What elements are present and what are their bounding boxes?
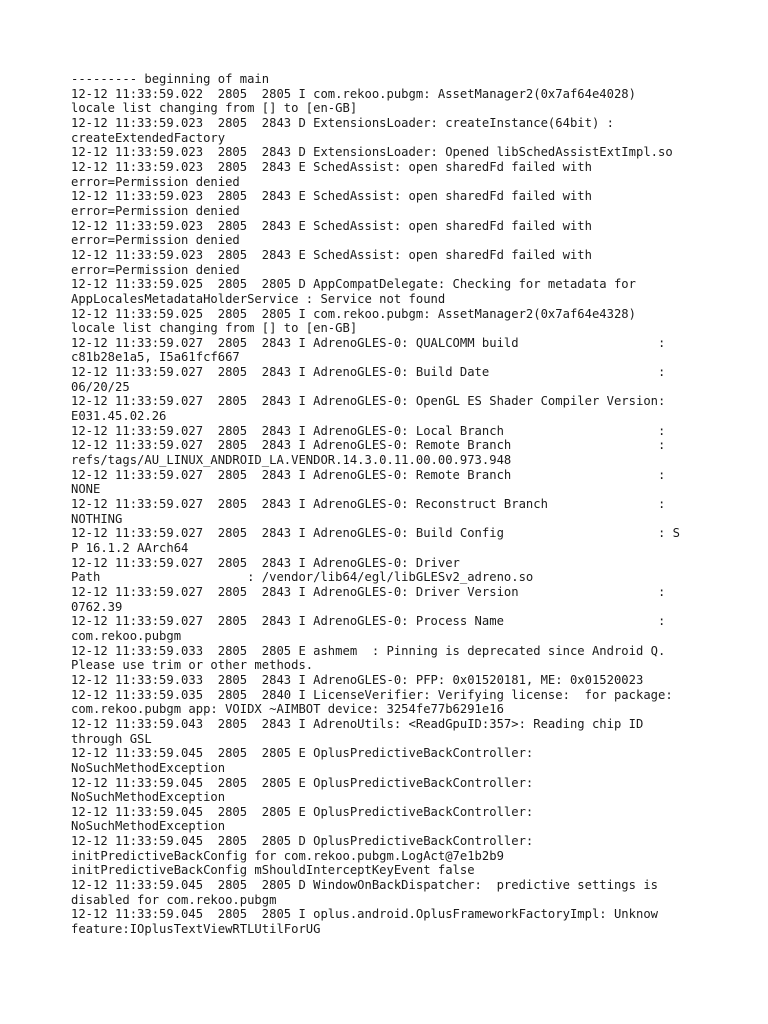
log-line: 12-12 11:33:59.027 2805 2843 I AdrenoGLES-0: Build Date :: [71, 365, 666, 380]
log-line: 12-12 11:33:59.023 2805 2843 E SchedAssist: open sharedFd failed with: [71, 189, 592, 204]
log-line: 12-12 11:33:59.027 2805 2843 I AdrenoGLES-0: Remote Branch :: [71, 438, 666, 453]
log-line: locale list changing from [] to [en-GB]: [71, 101, 358, 116]
log-line: 12-12 11:33:59.045 2805 2805 E OplusPredictiveBackController:: [71, 746, 534, 761]
log-line: 12-12 11:33:59.035 2805 2840 I LicenseVerifier: Verifying license: for package:: [71, 687, 673, 702]
log-line: com.rekoo.pubgm app: VOIDX ~AIMBOT device: 3254fe77b6291e16: [71, 702, 504, 717]
log-line: com.rekoo.pubgm: [71, 628, 182, 643]
log-line: 12-12 11:33:59.033 2805 2843 I AdrenoGLES-0: PFP: 0x01520181, ME: 0x01520023: [71, 672, 644, 687]
log-line: 12-12 11:33:59.027 2805 2843 I AdrenoGLES-0: OpenGL ES Shader Compiler Version:: [71, 394, 666, 409]
log-line: locale list changing from [] to [en-GB]: [71, 321, 358, 336]
log-line: 12-12 11:33:59.027 2805 2843 I AdrenoGLES-0: Process Name :: [71, 614, 666, 629]
log-line: Path : /vendor/lib64/egl/libGLESv2_adreno.so: [71, 570, 534, 585]
log-line: initPredictiveBackConfig mShouldInterceptKeyEvent false: [71, 863, 475, 878]
log-line: 12-12 11:33:59.045 2805 2805 E OplusPredictiveBackController:: [71, 804, 534, 819]
log-line: 12-12 11:33:59.045 2805 2805 D WindowOnBackDispatcher: predictive settings is: [71, 878, 658, 893]
log-line: c81b28e1a5, I5a61fcf667: [71, 350, 240, 365]
log-line: 12-12 11:33:59.023 2805 2843 D ExtensionsLoader: createInstance(64bit) :: [71, 115, 614, 130]
log-line: 12-12 11:33:59.023 2805 2843 E SchedAssist: open sharedFd failed with: [71, 218, 592, 233]
log-line: disabled for com.rekoo.pubgm: [71, 892, 277, 907]
log-line: 12-12 11:33:59.027 2805 2843 I AdrenoGLES-0: Remote Branch :: [71, 467, 666, 482]
log-line: 12-12 11:33:59.027 2805 2843 I AdrenoGLES-0: Reconstruct Branch :: [71, 497, 666, 512]
log-line: NONE: [71, 482, 101, 497]
log-line: 12-12 11:33:59.027 2805 2843 I AdrenoGLES-0: Driver: [71, 555, 460, 570]
log-line: 12-12 11:33:59.045 2805 2805 I oplus.android.OplusFrameworkFactoryImpl: Unknow: [71, 907, 658, 922]
log-line: 12-12 11:33:59.045 2805 2805 E OplusPredictiveBackController:: [71, 775, 534, 790]
log-line: refs/tags/AU_LINUX_ANDROID_LA.VENDOR.14.3.0.11.00.00.973.948: [71, 453, 512, 468]
log-line: initPredictiveBackConfig for com.rekoo.pubgm.LogAct@7e1b2b9: [71, 848, 504, 863]
log-line: 12-12 11:33:59.033 2805 2805 E ashmem : Pinning is deprecated since Android Q.: [71, 643, 666, 658]
log-line: 12-12 11:33:59.027 2805 2843 I AdrenoGLES-0: QUALCOMM build :: [71, 335, 666, 350]
log-line: error=Permission denied: [71, 174, 240, 189]
log-line: 12-12 11:33:59.043 2805 2843 I AdrenoUtils: <ReadGpuID:357>: Reading chip ID: [71, 716, 644, 731]
log-line: error=Permission denied: [71, 233, 240, 248]
log-line: 12-12 11:33:59.025 2805 2805 I com.rekoo.pubgm: AssetManager2(0x7af64e4328): [71, 306, 636, 321]
log-line: 12-12 11:33:59.023 2805 2843 E SchedAssist: open sharedFd failed with: [71, 247, 592, 262]
log-line: error=Permission denied: [71, 262, 240, 277]
log-line: NOTHING: [71, 511, 123, 526]
log-line: 12-12 11:33:59.027 2805 2843 I AdrenoGLES-0: Local Branch :: [71, 423, 666, 438]
log-line: NoSuchMethodException: [71, 760, 226, 775]
log-line: 12-12 11:33:59.027 2805 2843 I AdrenoGLES-0: Driver Version :: [71, 584, 666, 599]
log-line: through GSL: [71, 731, 152, 746]
log-line: 12-12 11:33:59.045 2805 2805 D OplusPredictiveBackController:: [71, 834, 534, 849]
log-line: NoSuchMethodException: [71, 790, 226, 805]
log-line: Please use trim or other methods.: [71, 658, 314, 673]
log-line: 12-12 11:33:59.027 2805 2843 I AdrenoGLES-0: Build Config : S: [71, 526, 681, 541]
log-line: --------- beginning of main: [71, 72, 270, 86]
log-line: 0762.39: [71, 599, 123, 614]
log-line: feature:IOplusTextViewRTLUtilForUG: [71, 922, 321, 937]
log-line: 12-12 11:33:59.022 2805 2805 I com.rekoo.pubgm: AssetManager2(0x7af64e4028): [71, 86, 636, 101]
log-line: 12-12 11:33:59.023 2805 2843 E SchedAssist: open sharedFd failed with: [71, 159, 592, 174]
log-line: createExtendedFactory: [71, 130, 226, 145]
log-text: [71, 72, 711, 937]
log-line: 06/20/25: [71, 379, 130, 394]
log-line: E031.45.02.26: [71, 409, 167, 424]
log-line: 12-12 11:33:59.023 2805 2843 D ExtensionsLoader: Opened libSchedAssistExtImpl.so: [71, 145, 673, 160]
log-line: AppLocalesMetadataHolderService : Service not found: [71, 291, 446, 306]
log-line: error=Permission denied: [71, 203, 240, 218]
log-line: P 16.1.2 AArch64: [71, 541, 189, 555]
log-line: NoSuchMethodException: [71, 819, 226, 834]
log-line: 12-12 11:33:59.025 2805 2805 D AppCompatDelegate: Checking for metadata for: [71, 277, 636, 292]
